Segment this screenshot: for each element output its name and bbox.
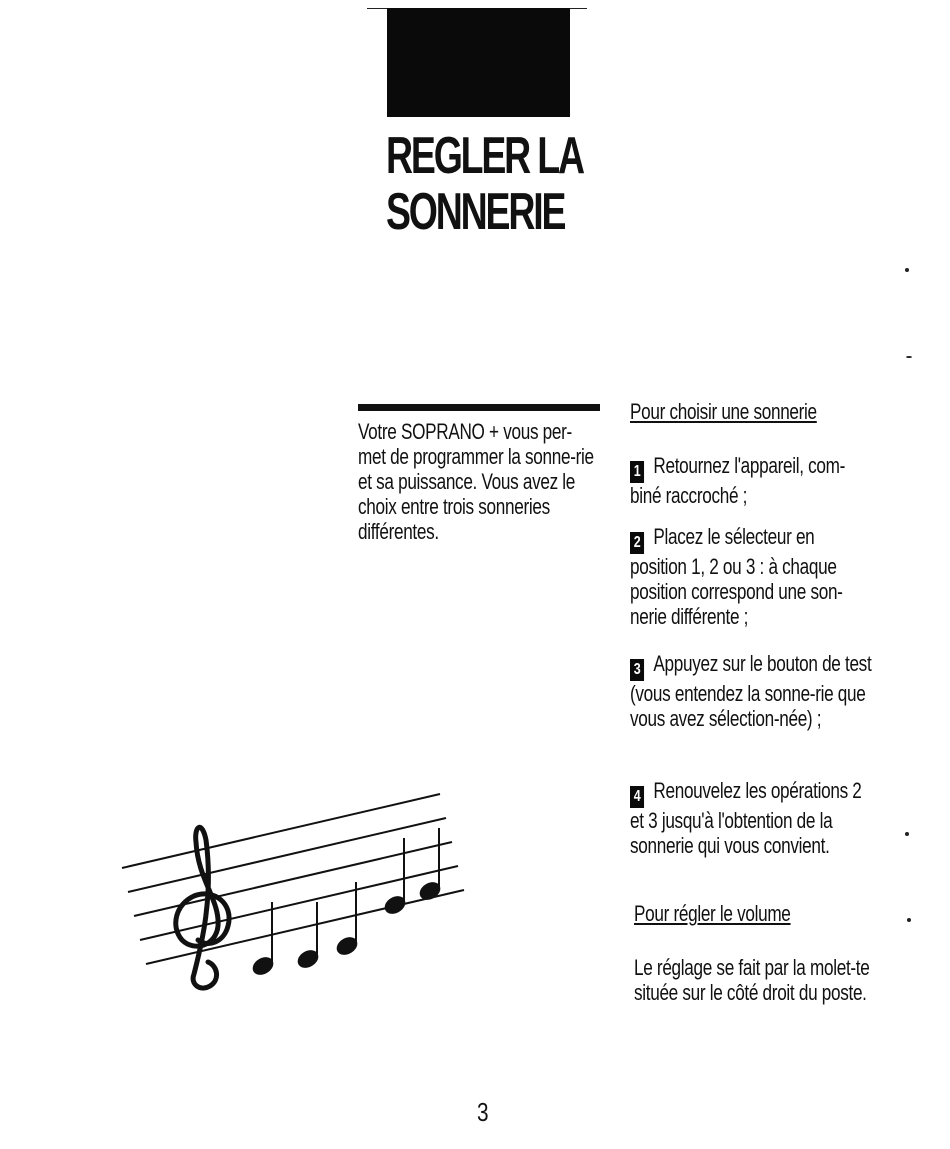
step-text: Renouvelez les opérations 2 et 3 jusqu'à l'obtention de la sonnerie qui vous convient.: [630, 778, 862, 858]
page-title-line-2: SONNERIE: [386, 183, 565, 241]
page-number: 3: [477, 1097, 489, 1127]
step-2: [630, 524, 873, 629]
music-staff: [122, 794, 464, 964]
header-black-block: [387, 8, 570, 117]
scan-speck: [906, 356, 912, 358]
scan-speck: [907, 918, 911, 922]
step-1: [630, 453, 873, 508]
page-title-line-1: REGLER LA: [386, 127, 583, 185]
step-number-badge: 3: [630, 659, 644, 681]
music-note: [294, 902, 321, 971]
step-4: [630, 778, 873, 858]
intro-rule: [358, 404, 600, 411]
step-text: Appuyez sur le bouton de test (vous entendez la sonne-rie que vous avez sélection-née) ;: [630, 651, 872, 731]
step-number-badge: 2: [630, 532, 644, 554]
music-note: [381, 838, 408, 917]
treble-clef-symbol: [176, 827, 229, 988]
volume-heading: Pour régler le volume: [634, 901, 791, 926]
music-note: [416, 828, 443, 903]
step-number-badge: 1: [630, 461, 644, 483]
step-text: Retournez l'appareil, com-biné raccroché ;: [630, 453, 846, 508]
page-title: [386, 128, 583, 240]
volume-paragraph: Le réglage se fait par la molet-te située sur le côté droit du poste.: [634, 955, 870, 1005]
choose-ringtone-heading: Pour choisir une sonnerie: [630, 399, 817, 424]
scan-speck: [905, 268, 909, 272]
treble-clef-music-notes-icon: [110, 780, 470, 1005]
step-text: Placez le sélecteur en position 1, 2 ou 3 : à chaque position correspond une son-nerie différente ;: [630, 524, 843, 629]
intro-paragraph: Votre SOPRANO + vous per-met de programmer la sonne-rie et sa puissance. Vous avez le choix entre trois sonneries différentes.: [358, 419, 594, 544]
step-3: [630, 651, 873, 731]
scan-speck: [905, 832, 909, 836]
step-number-badge: 4: [630, 786, 644, 808]
